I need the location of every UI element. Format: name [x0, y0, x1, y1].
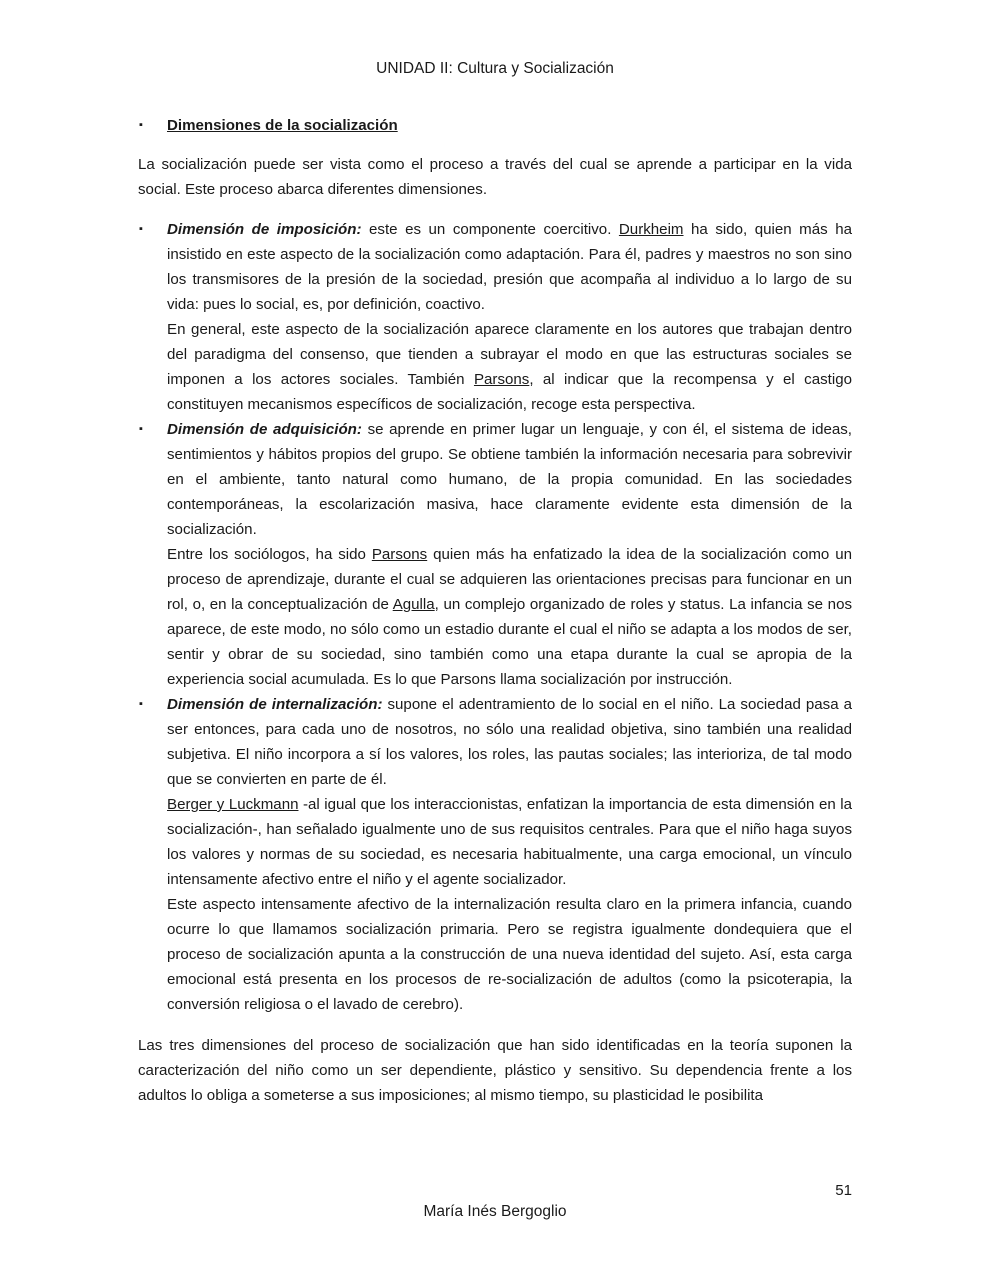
text-run: Entre los sociólogos, ha sido — [167, 546, 372, 563]
page-number: 51 — [835, 1182, 852, 1199]
dimension-imposicion — [138, 217, 852, 417]
square-bullet-icon: ▪ — [139, 423, 143, 435]
closing-paragraph: Las tres dimensiones del proceso de socialización que han sido identificadas en la teoría suponen la caracterización del niño como un ser dependiente, plástico y sensitivo. Su dependencia frente a los adultos lo obliga a someterse a sus imposiciones; al mismo tiempo, su plasticidad le posibilita — [138, 1037, 852, 1104]
text-run: quien más ha enfatizado la idea de la socialización como un proceso de aprendizaje, durante el cual se adquieren las orientaciones precisas para funcionar en un rol, o, en la conceptualización de — [167, 546, 852, 613]
text-run: supone el adentramiento de lo social en el niño. La sociedad pasa a ser entonces, para cada uno de nosotros, no sólo una realidad objetiva, sino también una realidad subjetiva. El niño incorpora a sí los valores, los roles, las pautas sociales; las interioriza, de tal modo que se convierten en parte de él. — [167, 696, 852, 788]
section-heading-text: Dimensiones de la socialización — [167, 117, 398, 134]
author-reference: Parsons — [371, 546, 428, 563]
text-run: ha sido, quien más ha insistido en este aspecto de la socialización como adaptación. Para él, padres y maestros no son sino los transmisores de la presión de la sociedad, presión que acompaña al individuo a lo largo de su vida: pues lo social, es, por definición, coactivo. — [167, 221, 852, 313]
text-run: , un complejo organizado de roles y status. La infancia se nos aparece, de este modo, no sólo como un estadio durante el cual el niño se adapta a los modos de ser, sentir y obrar de su sociedad, sino también como una etapa durante la cual se apropia de la experiencia social acumulada. Es lo que Parsons llama socialización por instrucción. — [167, 596, 853, 688]
intro-paragraph: La socialización puede ser vista como el proceso a través del cual se aprende a participar en la vida social. Este proceso abarca diferentes dimensiones. — [138, 156, 852, 198]
paragraph — [167, 417, 852, 542]
paragraph: Este aspecto intensamente afectivo de la internalización resulta claro en la primera infancia, cuando ocurre lo que llamamos socialización primaria. Pero se registra igualmente dondequiera que el proceso de socialización apunta a la construcción de una nueva identidad del sujeto. Así, esta carga emocional está presenta en los procesos de re-socialización de adultos (como la psicoterapia, la conversión religiosa o el lavado de cerebro). — [167, 896, 852, 1013]
text-run: este es un componente coercitivo. — [361, 221, 619, 238]
text-run: -al igual que los interaccionistas, enfatizan la importancia de esta dimensión en la socialización-, han señalado igualmente uno de sus requisitos centrales. Para que el niño haga suyos los valores y normas de su sociedad, es necesaria habitualmente, una carga emocional, un vínculo intensamente afectivo entre el niño y el agente socializador. — [167, 796, 852, 888]
paragraph — [167, 542, 852, 692]
section-heading — [138, 113, 852, 138]
page-header: UNIDAD II: Cultura y Socialización — [376, 60, 614, 77]
paragraph — [167, 217, 852, 317]
dimension-term: Dimensión de internalización: — [167, 696, 383, 713]
dimension-term: Dimensión de adquisición: — [167, 421, 362, 438]
square-bullet-icon: ▪ — [139, 223, 143, 235]
author-reference: Berger y Luckmann — [167, 796, 299, 813]
paragraph — [167, 792, 852, 892]
paragraph — [167, 692, 852, 792]
dimension-term: Dimensión de imposición: — [167, 221, 362, 238]
text-run: En general, este aspecto de la socialización aparece claramente en los autores que trabajan dentro del paradigma del consenso, que tienden a subrayar el modo en que las estructuras sociales se imponen a los actores sociales. También — [167, 321, 852, 388]
text-run: se aprende en primer lugar un lenguaje, y con él, el sistema de ideas, sentimientos y hábitos propios del grupo. Se obtiene también la información necesaria para sobrevivir en el ambiente, tanto natural como humano, de la propia comunidad. En las sociedades contemporáneas, la escolarización masiva, hace claramente evidente esta dimensión de la socialización. — [167, 421, 852, 538]
page-footer-author: María Inés Bergoglio — [423, 1203, 567, 1220]
author-reference: Durkheim — [618, 221, 684, 238]
dimension-list — [138, 217, 852, 1017]
page-content — [138, 113, 852, 1108]
dimension-internalizacion — [138, 692, 852, 1017]
square-bullet-icon: ▪ — [139, 119, 143, 131]
author-reference: Agulla — [392, 596, 435, 613]
paragraph — [167, 317, 852, 417]
dimension-adquisicion — [138, 417, 852, 692]
author-reference: Parsons — [473, 371, 530, 388]
square-bullet-icon: ▪ — [139, 698, 143, 710]
text-run: , al indicar que la recompensa y el castigo constituyen mecanismos específicos de socialización, recoge esta perspectiva. — [167, 371, 852, 413]
